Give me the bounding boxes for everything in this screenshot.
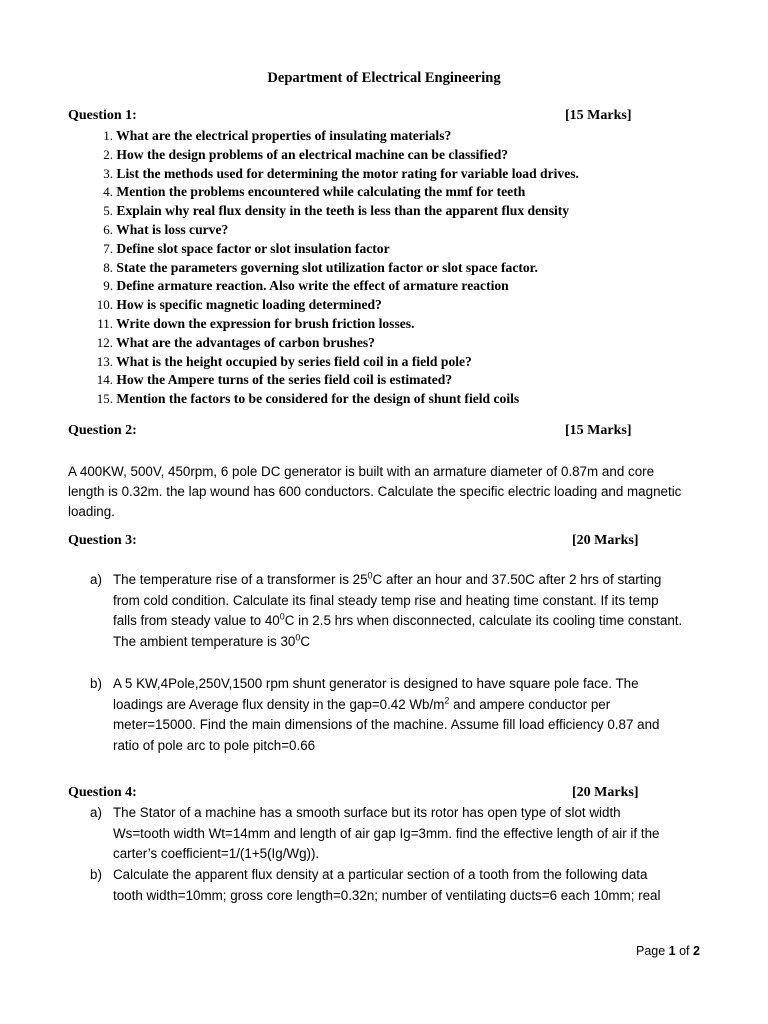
question-2-text-line: length is 0.32m. the lap wound has 600 conductors. Calculate the specific electric loading and magnetic [68,484,682,499]
list-item: 4. Mention the problems encountered while calculating the mmf for teeth [103,184,526,200]
question-1-marks: [15 Marks] [565,108,632,123]
list-item: 3. List the methods used for determining the motor rating for variable load drives. [103,165,579,181]
list-item: 14. How the Ampere turns of the series field coil is estimated? [96,372,453,388]
text-line: The temperature rise of a transformer is $25^0C$ after an hour and 37.50C after 2 hrs of starting [113,570,662,587]
text-line: Calculate the apparent flux density at a particular section of a tooth from the following data [113,867,648,882]
question-4-part-a [90,803,710,865]
list-item: 12. What are the advantages of carbon brushes? [96,334,375,350]
list-item: 5. Explain why real flux density in the teeth is less than the apparent flux density [103,203,570,219]
question-4-marks: [20 Marks] [572,785,639,800]
question-2-text-line: A 400KW, 500V, 450rpm, 6 pole DC generator is built with an armature diameter of 0.87m and core [68,464,655,479]
text-line: from cold condition. Calculate its final steady temp rise and heating time constant. If its temp [113,592,659,608]
list-item: 15. Mention the factors to be considered for the design of shunt field coils [96,391,520,407]
question-2-marks: [15 Marks] [565,423,632,438]
list-item: 1. What are the electrical properties of insulating materials? [103,128,452,143]
list-item: 6. What is loss curve? [103,221,229,237]
question-1-title: Question 1: [68,108,137,123]
text-line: The Stator of a machine has a smooth surface but its rotor has open type of slot width [113,805,621,820]
part-label: a) [90,805,102,820]
text-line: A 5 KW,4Pole,250V,1500 rpm shunt generator is designed to have square pole face. The [113,676,639,691]
list-item: 8. State the parameters governing slot utilization factor or slot space factor. [103,259,538,275]
list-item: 11. Write down the expression for brush friction losses. [97,315,415,331]
question-3-title: Question 3: [68,533,137,548]
question-4-part-b [90,865,710,906]
list-item: 9. Define armature reaction. Also write the effect of armature reaction [103,278,509,294]
text-line: carter’s coefficient=1/(1+5(Ig/Wg)). [113,846,320,862]
page-number: Page 1 of 2 [636,944,700,958]
part-label: b) [90,867,102,882]
question-3-marks: [20 Marks] [572,533,639,548]
text-line: ratio of pole arc to pole pitch=0.66 [113,738,316,754]
list-item: 7. Define slot space factor or slot insulation factor [103,240,390,256]
list-item: 2. How the design problems of an electrical machine can be classified? [103,146,509,162]
text-line: loadings are Average flux density in the gap=0.42 $Wb/m^2$ and ampere conductor per [113,695,611,712]
question-2-text-line: loading. [68,504,115,519]
part-label: b) [90,676,102,691]
text-line: tooth width=10mm; gross core length=0.32n; number of ventilating ducts=6 each 10mm; real [113,887,661,903]
text-line: meter=15000. Find the main dimensions of the machine. Assume fill load efficiency 0.87 and [113,717,660,733]
list-item: 13. What is the height occupied by series field coil in a field pole? [96,353,472,369]
question-4-title: Question 4: [68,785,137,800]
text-line: The ambient temperature is $30^0C$ [113,632,311,650]
question-1-list [68,127,708,409]
question-3-part-b [90,674,710,757]
page-title: Department of Electrical Engineering [267,70,501,86]
text-line: Ws=tooth width Wt=14mm and length of air gap Ig=3mm. find the effective length of air if the [113,825,660,841]
question-3-part-a [90,570,710,653]
part-label: a) [90,572,102,587]
list-item: 10. How is specific magnetic loading determined? [96,297,382,313]
question-2-title: Question 2: [68,423,137,438]
text-line: falls from steady value to $40^0C$ in 2.5 hrs when disconnected, calculate its cooling time constant. [113,611,683,629]
